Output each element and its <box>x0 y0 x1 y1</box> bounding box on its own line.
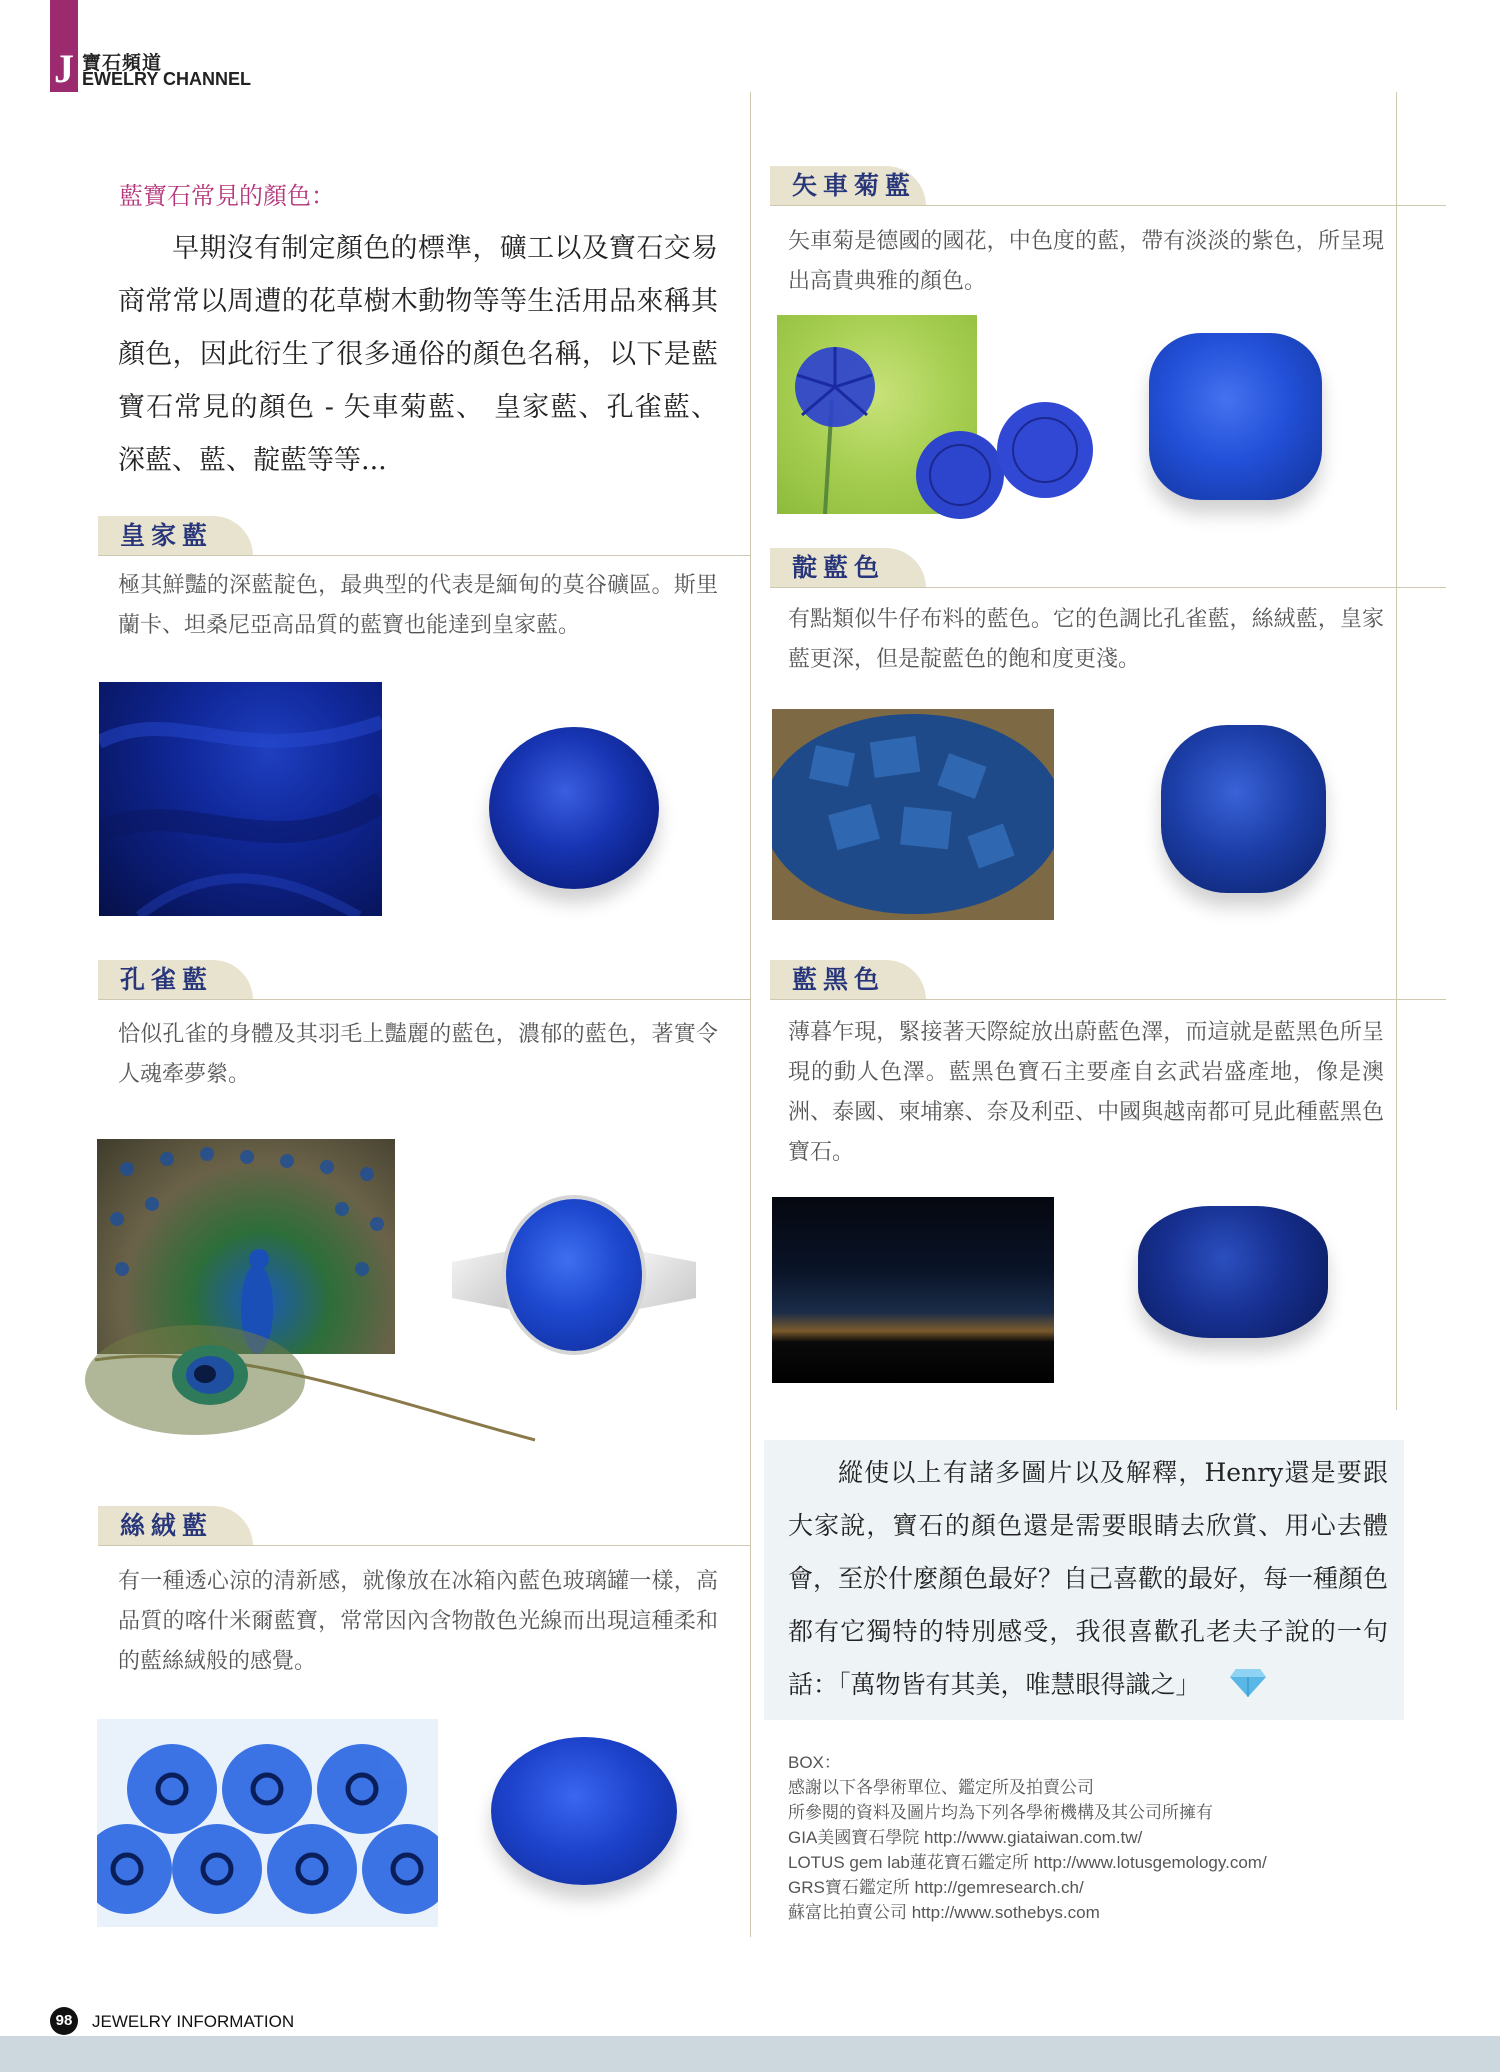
velvet-blue-sapphire-image <box>491 1737 677 1885</box>
credits-line: 所參閱的資料及圖片均為下列各學術機構及其公司所擁有 <box>788 1803 1213 1822</box>
logo-letter: J <box>54 46 74 91</box>
section-tab-velvet-blue: 絲絨藍 <box>98 1506 253 1546</box>
intro-title: 藍寶石常見的顏色： <box>119 182 335 210</box>
right-border <box>1396 92 1397 1410</box>
blue-black-sapphire-image <box>1138 1206 1328 1338</box>
column-divider <box>750 92 751 1937</box>
section-tab-royal-blue: 皇家藍 <box>98 516 253 556</box>
section-tab-indigo: 靛藍色 <box>770 548 926 588</box>
section-rule <box>770 205 1446 206</box>
section-desc-peacock-blue: 恰似孔雀的身體及其羽毛上豔麗的藍色，濃郁的藍色，著實令人魂牽夢縈。 <box>118 1022 718 1087</box>
credits-line: 感謝以下各學術單位、鑑定所及拍賣公司 <box>788 1778 1094 1797</box>
diamond-icon <box>1230 1665 1266 1697</box>
royal-blue-sapphire-image <box>489 727 659 889</box>
sapphire-ring-image <box>448 1195 700 1355</box>
page-number: 98 <box>50 2007 78 2035</box>
section-tab-peacock-blue: 孔雀藍 <box>98 960 253 1000</box>
section-rule <box>770 587 1446 588</box>
section-rule <box>98 555 750 556</box>
channel-title-zh: 寶石頻道 <box>82 52 163 74</box>
closing-text: 縱使以上有諸多圖片以及解釋，Henry還是要跟大家說，寶石的顏色還是需要眼睛去欣賞、用心去體會，至於什麼顏色最好？自己喜歡的最好，每一種顏色都有它獨特的特別感受，我很喜歡孔老夫子說的一句話：「萬物皆有其美，唯慧眼得識之」 <box>788 1458 1389 1699</box>
footer-band <box>0 2036 1500 2072</box>
magazine-title: JEWELRY INFORMATION <box>92 2012 295 2031</box>
indigo-dye-basket-image <box>772 709 1054 920</box>
section-rule <box>98 999 750 1000</box>
section-rule <box>98 1545 750 1546</box>
section-tab-blue-black: 藍黑色 <box>770 960 926 1000</box>
section-desc-blue-black: 薄暮乍現，緊接著天際綻放出蔚藍色澤，而這就是藍黑色所呈現的動人色澤。藍黑色寶石主要產自玄武岩盛產地，像是澳洲、泰國、柬埔寨、奈及利亞、中國與越南都可見此種藍黑色寶石。 <box>788 1020 1384 1165</box>
credits-line: 蘇富比拍賣公司 http://www.sothebys.com <box>788 1903 1100 1922</box>
credits-line: GRS寶石鑑定所 http://gemresearch.ch/ <box>788 1878 1084 1897</box>
section-rule <box>770 999 1446 1000</box>
dusk-sky-image <box>772 1197 1054 1383</box>
blue-bottles-image <box>97 1719 438 1927</box>
cornflower-blooms-image <box>915 400 1095 530</box>
credits-box <box>788 1750 1267 1925</box>
section-desc-cornflower-blue: 矢車菊是德國的國花，中色度的藍，帶有淡淡的紫色，所呈現出高貴典雅的顏色。 <box>788 229 1384 294</box>
intro-body: 早期沒有制定顏色的標準，礦工以及寶石交易商常常以周遭的花草樹木動物等等生活用品來稱其顏色，因此衍生了很多通俗的顏色名稱，以下是藍寶石常見的顏色 - 矢車菊藍、 皇家藍、孔雀藍、深藍、藍、靛藍等等... <box>118 233 718 476</box>
section-tab-cornflower-blue: 矢車菊藍 <box>770 166 926 206</box>
credits-line: GIA美國寶石學院 http://www.giataiwan.com.tw/ <box>788 1828 1143 1847</box>
indigo-sapphire-image <box>1161 725 1326 893</box>
channel-title-en: EWELRY CHANNEL <box>82 69 252 89</box>
credits-line: BOX： <box>788 1753 841 1772</box>
section-desc-royal-blue: 極其鮮豔的深藍靛色，最典型的代表是緬甸的莫谷礦區。斯里蘭卡、坦桑尼亞高品質的藍寶也能達到皇家藍。 <box>118 573 718 638</box>
section-desc-indigo: 有點類似牛仔布料的藍色。它的色調比孔雀藍，絲絨藍，皇家藍更深，但是靛藍色的飽和度更淺。 <box>788 607 1384 672</box>
credits-line: LOTUS gem lab蓮花寶石鑑定所 http://www.lotusgemology.com/ <box>788 1853 1267 1872</box>
royal-blue-silk-image <box>99 682 382 916</box>
section-desc-velvet-blue: 有一種透心涼的清新感，就像放在冰箱內藍色玻璃罐一樣，高品質的喀什米爾藍寶，常常因內含物散色光線而出現這種柔和的藍絲絨般的感覺。 <box>118 1569 718 1674</box>
cornflower-sapphire-image <box>1149 333 1322 500</box>
